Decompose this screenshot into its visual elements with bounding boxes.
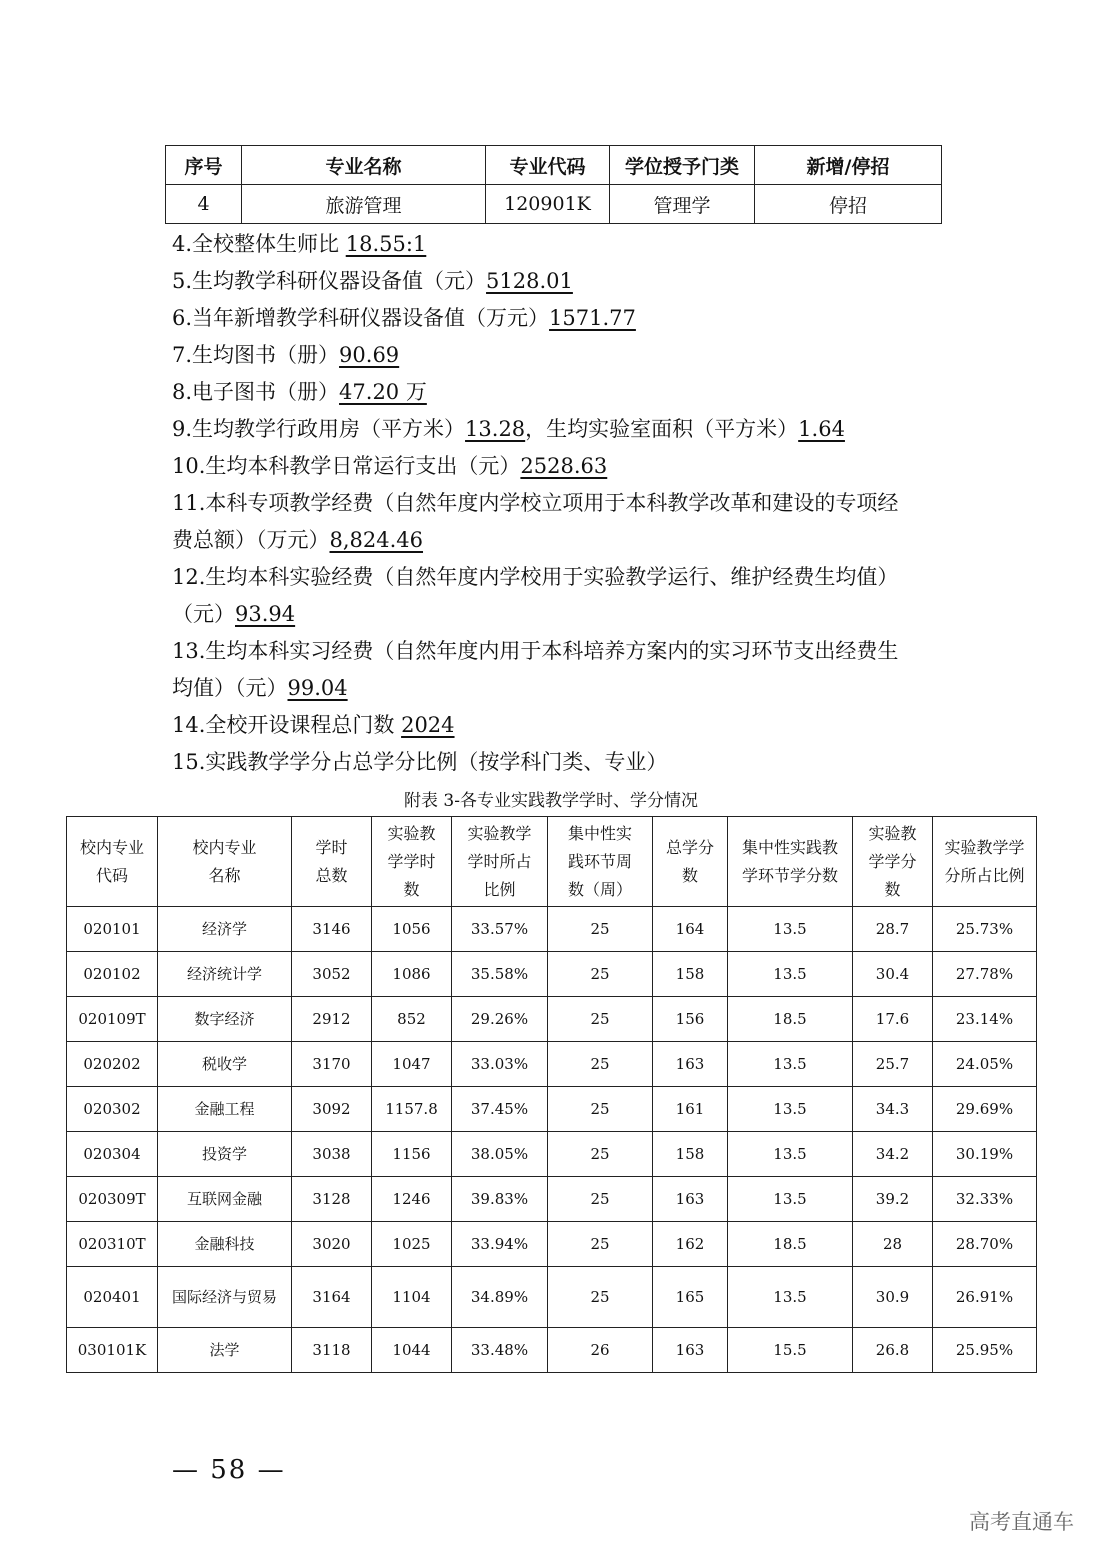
header-cell: [933, 817, 1037, 907]
stat-label: 8.电子图书（册）: [172, 380, 340, 404]
stat-value: 5128.01: [486, 269, 573, 293]
table-cell: 3052: [292, 952, 372, 997]
header-line: 分所占比例: [944, 865, 1025, 885]
table-cell: 164: [653, 907, 728, 952]
table-cell: 13.5: [728, 1267, 853, 1328]
header-line: 集中性实践教: [741, 837, 838, 857]
stat-label: ，生均实验室面积（平方米）: [525, 417, 799, 441]
table-cell: 旅游管理: [242, 185, 486, 224]
stat-value: 47.20 万: [339, 380, 427, 404]
table-cell: 13.5: [728, 952, 853, 997]
table-row: [67, 1132, 1037, 1177]
table-cell: 1104: [372, 1267, 452, 1328]
table-cell: 1246: [372, 1177, 452, 1222]
table-cell: 163: [653, 1177, 728, 1222]
table-cell: 1157.8: [372, 1087, 452, 1132]
table-cell: 法学: [158, 1328, 292, 1373]
header-line: 校内专业: [192, 837, 257, 857]
table-cell: 38.05%: [452, 1132, 548, 1177]
table-row: [166, 185, 942, 224]
table-cell: 金融科技: [158, 1222, 292, 1267]
table-cell: 37.45%: [452, 1087, 548, 1132]
table-cell: 29.69%: [933, 1087, 1037, 1132]
stat-label: 6.当年新增教学科研仪器设备值（万元）: [172, 306, 550, 330]
header-line: 实验教: [868, 823, 917, 843]
table-cell: 020102: [67, 952, 158, 997]
table-cell: 26.91%: [933, 1267, 1037, 1328]
table-cell: 30.4: [853, 952, 933, 997]
stat-new-equipment: [172, 300, 952, 337]
header-line: 比例: [483, 879, 516, 899]
table-cell: 1047: [372, 1042, 452, 1087]
table-cell: 120901K: [486, 185, 610, 224]
table-cell: 020101: [67, 907, 158, 952]
table-cell: 33.48%: [452, 1328, 548, 1373]
stat-label: 4.全校整体生师比: [172, 232, 346, 256]
table-header-row: [67, 817, 1037, 907]
table-cell: 投资学: [158, 1132, 292, 1177]
stat-building-area: [172, 411, 952, 448]
stat-value: 93.94: [235, 602, 296, 626]
stat-label: 7.生均图书（册）: [172, 343, 340, 367]
stat-internship-funding-cont: [172, 670, 952, 707]
stat-label: 14.全校开设课程总门数: [172, 713, 402, 737]
practice-teaching-table: [66, 816, 1037, 1373]
table-cell: 030101K: [67, 1328, 158, 1373]
stat-student-teacher-ratio: [172, 226, 952, 263]
table-cell: 18.5: [728, 1222, 853, 1267]
table-cell: 税收学: [158, 1042, 292, 1087]
header-line: 名称: [208, 865, 241, 885]
table-cell: 25: [548, 1177, 653, 1222]
table-cell: 3164: [292, 1267, 372, 1328]
header-line: 实验教学: [467, 823, 532, 843]
header-cell: 序号: [166, 146, 242, 185]
table-cell: 4: [166, 185, 242, 224]
header-line: 代码: [95, 865, 128, 885]
major-status-table: [165, 145, 942, 224]
table-cell: 25.95%: [933, 1328, 1037, 1373]
table-cell: 26.8: [853, 1328, 933, 1373]
stat-internship-funding: [172, 633, 952, 670]
table-cell: 1156: [372, 1132, 452, 1177]
header-line: 学时所占: [467, 851, 532, 871]
header-cell: 专业代码: [486, 146, 610, 185]
table-row: [67, 1177, 1037, 1222]
header-line: 总数: [315, 865, 348, 885]
table-row: [67, 997, 1037, 1042]
table-row: [67, 907, 1037, 952]
stat-value: 2528.63: [520, 454, 608, 478]
stat-label: 5.生均教学科研仪器设备值（元）: [172, 269, 487, 293]
header-line: 践环节周: [567, 851, 632, 871]
table-row: [67, 952, 1037, 997]
stat-practice-credit-ratio: [172, 744, 952, 781]
stat-label: 15.实践教学学分占总学分比例（按学科门类、专业）: [172, 750, 668, 774]
table-cell: 15.5: [728, 1328, 853, 1373]
table-cell: 29.26%: [452, 997, 548, 1042]
table-cell: 3092: [292, 1087, 372, 1132]
table-cell: 020302: [67, 1087, 158, 1132]
table-cell: 3118: [292, 1328, 372, 1373]
header-line: 学学分: [868, 851, 917, 871]
stat-label: 9.生均教学行政用房（平方米）: [172, 417, 466, 441]
stat-lab-funding-cont: [172, 596, 952, 633]
header-line: 数: [403, 879, 420, 899]
stat-value: 8,824.46: [329, 528, 424, 552]
table-cell: 1044: [372, 1328, 452, 1373]
table-cell: 165: [653, 1267, 728, 1328]
table-cell: 25.73%: [933, 907, 1037, 952]
table-cell: 34.3: [853, 1087, 933, 1132]
stat-value: 2024: [401, 713, 455, 737]
table-cell: 30.19%: [933, 1132, 1037, 1177]
table-row: [67, 1222, 1037, 1267]
stat-label: 11.本科专项教学经费（自然年度内学校立项用于本科教学改革和建设的专项经: [172, 491, 899, 515]
table-cell: 停招: [755, 185, 942, 224]
header-line: 实验教学学: [944, 837, 1025, 857]
stat-ebooks: [172, 374, 952, 411]
stat-value: 1.64: [798, 417, 845, 441]
header-cell: [372, 817, 452, 907]
table-cell: 2912: [292, 997, 372, 1042]
table-cell: 162: [653, 1222, 728, 1267]
table-row: [67, 1087, 1037, 1132]
table-cell: 35.58%: [452, 952, 548, 997]
stat-equipment-per-student: [172, 263, 952, 300]
header-line: 数（周）: [567, 879, 632, 899]
header-cell: [653, 817, 728, 907]
table-cell: 13.5: [728, 1177, 853, 1222]
table-cell: 25: [548, 997, 653, 1042]
stat-value: 1571.77: [549, 306, 636, 330]
header-cell: [728, 817, 853, 907]
table-cell: 34.2: [853, 1132, 933, 1177]
stat-special-funding: [172, 485, 952, 522]
table-cell: 25.7: [853, 1042, 933, 1087]
table-cell: 020202: [67, 1042, 158, 1087]
stat-value: 99.04: [287, 676, 348, 700]
stat-label: 均值）（元）: [172, 676, 288, 700]
table-cell: 28: [853, 1222, 933, 1267]
statistics-list: [172, 226, 952, 781]
header-line: 数: [884, 879, 901, 899]
table-cell: 25: [548, 952, 653, 997]
table-cell: 经济学: [158, 907, 292, 952]
table-cell: 163: [653, 1328, 728, 1373]
table-cell: 25: [548, 907, 653, 952]
header-cell: [158, 817, 292, 907]
table-cell: 1086: [372, 952, 452, 997]
table-cell: 25: [548, 1222, 653, 1267]
table-row: [67, 1267, 1037, 1328]
table-cell: 25: [548, 1087, 653, 1132]
header-line: 学学时: [387, 851, 436, 871]
stat-course-count: [172, 707, 952, 744]
table-cell: 数字经济: [158, 997, 292, 1042]
table-cell: 158: [653, 952, 728, 997]
table-cell: 158: [653, 1132, 728, 1177]
stat-label: 10.生均本科教学日常运行支出（元）: [172, 454, 521, 478]
header-line: 数: [681, 865, 698, 885]
header-cell: [292, 817, 372, 907]
table-cell: 3038: [292, 1132, 372, 1177]
stat-value: 18.55:1: [345, 232, 427, 256]
header-line: 校内专业: [79, 837, 144, 857]
header-cell: 新增/停招: [755, 146, 942, 185]
table-cell: 3128: [292, 1177, 372, 1222]
table-row: [67, 1042, 1037, 1087]
stat-label: 12.生均本科实验经费（自然年度内学校用于实验教学运行、维护经费生均值）: [172, 565, 899, 589]
table-cell: 32.33%: [933, 1177, 1037, 1222]
table-cell: 27.78%: [933, 952, 1037, 997]
table-cell: 28.70%: [933, 1222, 1037, 1267]
table-cell: 金融工程: [158, 1087, 292, 1132]
table-cell: 3146: [292, 907, 372, 952]
stat-books-per-student: [172, 337, 952, 374]
table-cell: 管理学: [610, 185, 755, 224]
stat-special-funding-cont: [172, 522, 952, 559]
header-cell: [548, 817, 653, 907]
header-cell: 专业名称: [242, 146, 486, 185]
table-cell: 30.9: [853, 1267, 933, 1328]
table-cell: 25: [548, 1267, 653, 1328]
stat-lab-funding: [172, 559, 952, 596]
stat-value: 90.69: [339, 343, 400, 367]
table-cell: 33.94%: [452, 1222, 548, 1267]
table-cell: 13.5: [728, 1042, 853, 1087]
table-cell: 020401: [67, 1267, 158, 1328]
table-body: [67, 907, 1037, 1373]
header-cell: [452, 817, 548, 907]
stat-label: 13.生均本科实习经费（自然年度内用于本科培养方案内的实习环节支出经费生: [172, 639, 899, 663]
table-cell: 经济统计学: [158, 952, 292, 997]
table-cell: 34.89%: [452, 1267, 548, 1328]
table-cell: 23.14%: [933, 997, 1037, 1042]
table-cell: 13.5: [728, 1087, 853, 1132]
table-cell: 25: [548, 1042, 653, 1087]
stat-value: 13.28: [465, 417, 526, 441]
header-line: 总学分: [665, 837, 714, 857]
header-line: 实验教: [387, 823, 436, 843]
table-cell: 33.03%: [452, 1042, 548, 1087]
header-line: 学时: [315, 837, 348, 857]
table-cell: 020310T: [67, 1222, 158, 1267]
table-cell: 020309T: [67, 1177, 158, 1222]
table-cell: 国际经济与贸易: [158, 1267, 292, 1328]
table-cell: 020109T: [67, 997, 158, 1042]
stat-operating-expense: [172, 448, 952, 485]
table-cell: 13.5: [728, 907, 853, 952]
table-cell: 33.57%: [452, 907, 548, 952]
table-cell: 156: [653, 997, 728, 1042]
table-cell: 3020: [292, 1222, 372, 1267]
header-cell: [853, 817, 933, 907]
table-cell: 39.83%: [452, 1177, 548, 1222]
table-cell: 1056: [372, 907, 452, 952]
table-cell: 1025: [372, 1222, 452, 1267]
header-cell: [67, 817, 158, 907]
table-cell: 17.6: [853, 997, 933, 1042]
table-caption: 附表 3-各专业实践教学学时、学分情况: [404, 791, 698, 811]
table-cell: 互联网金融: [158, 1177, 292, 1222]
header-cell: 学位授予门类: [610, 146, 755, 185]
table-cell: 3170: [292, 1042, 372, 1087]
header-line: 学环节学分数: [741, 865, 838, 885]
table-header-row: [166, 146, 942, 185]
table-cell: 18.5: [728, 997, 853, 1042]
watermark: 高考直通车: [969, 1510, 1074, 1534]
table-cell: 24.05%: [933, 1042, 1037, 1087]
page-number: — 58 —: [172, 1455, 286, 1485]
table-cell: 020304: [67, 1132, 158, 1177]
table-cell: 161: [653, 1087, 728, 1132]
table-cell: 26: [548, 1328, 653, 1373]
stat-label: （元）: [172, 602, 235, 626]
table-row: [67, 1328, 1037, 1373]
table-cell: 25: [548, 1132, 653, 1177]
table-cell: 28.7: [853, 907, 933, 952]
stat-label: 费总额）（万元）: [172, 528, 330, 552]
table-cell: 852: [372, 997, 452, 1042]
table-cell: 163: [653, 1042, 728, 1087]
table-cell: 13.5: [728, 1132, 853, 1177]
header-line: 集中性实: [567, 823, 632, 843]
table-cell: 39.2: [853, 1177, 933, 1222]
